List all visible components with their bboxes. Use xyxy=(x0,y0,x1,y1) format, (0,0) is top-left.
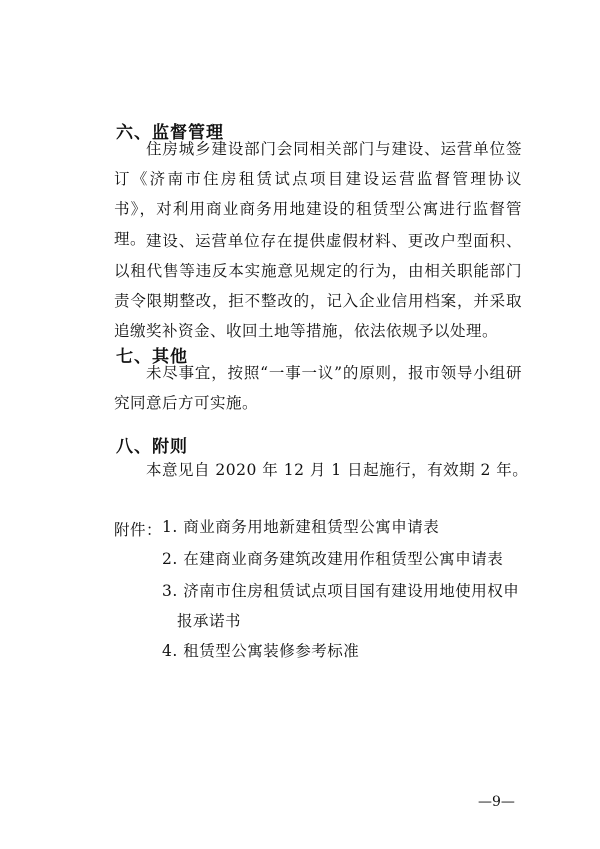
attachment-item-2: 2. 在建商业商务建筑改建用作租赁型公寓申请表 xyxy=(162,550,504,568)
section-six-paragraph-1: 住房城乡建设部门会同相关部门与建设、运营单位签订《济南市住房租赁试点项目建设运营监督管理协议书》，对利用商业商务用地建设的租赁型公寓进行监督管理。 xyxy=(114,140,522,248)
attachment-item-1: 1. 商业商务用地新建租赁型公寓申请表 xyxy=(162,518,440,536)
attachment-item-4: 4. 租赁型公寓装修参考标准 xyxy=(162,642,360,660)
section-eight-heading: 八、附则 xyxy=(116,437,188,457)
section-seven-heading: 七、其他 xyxy=(116,347,188,367)
page-number: —9— xyxy=(478,794,515,810)
section-six-paragraph-2: 建设、运营单位存在提供虚假材料、更改户型面积、以租代售等违反本实施意见规定的行为，由相关职能部门责令限期整改，拒不整改的，记入企业信用档案，并采取追缴奖补资金、收回土地等措施，依法依规予以处理。 xyxy=(114,232,522,340)
section-seven-paragraph: 未尽事宜，按照“一事一议”的原则，报市领导小组研究同意后方可实施。 xyxy=(114,364,522,412)
section-eight-paragraph: 本意见自 2020 年 12 月 1 日起施行，有效期 2 年。 xyxy=(146,461,529,479)
attachment-item-3: 3. 济南市住房租赁试点项目国有建设用地使用权申报承诺书 xyxy=(162,582,520,630)
attachments-label: 附件： xyxy=(114,521,163,539)
section-six-heading: 六、监督管理 xyxy=(116,123,224,143)
